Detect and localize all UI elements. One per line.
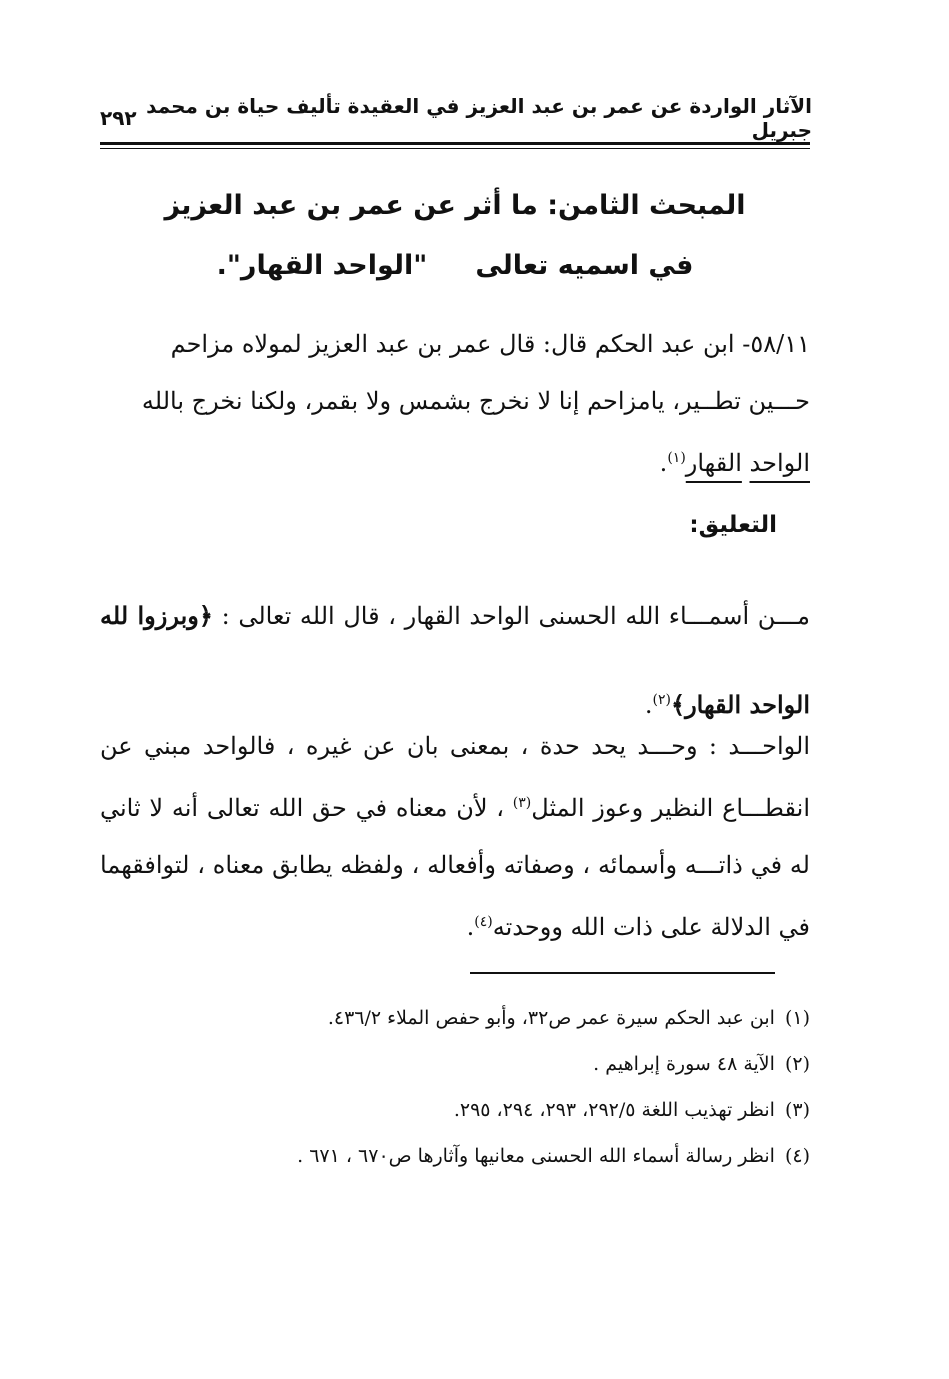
footnote-number: (٤) — [784, 1145, 810, 1167]
header-rule-thick — [100, 142, 810, 145]
footnote-number: (١) — [784, 1007, 810, 1029]
underlined-word-wahid: الواحد — [749, 449, 810, 477]
running-header — [100, 94, 812, 142]
header-rule-thin — [100, 148, 810, 149]
footnote-ref-1: (١) — [667, 450, 686, 466]
commentary-paragraph-2 — [100, 718, 810, 956]
athar-paragraph — [100, 316, 810, 492]
commentary-p2-text-2: ، لأن معناه في حق الله تعالى أنه لا ثاني له في ذاتـــه وأسمائه ، وصفاته وأفعاله ، ولفظه يطابق معناه ، لتوافقهما في الدلالة على ذات الله ووحدته — [100, 794, 810, 941]
footnote-text: الآية ٤٨ سورة إبراهيم . — [593, 1053, 775, 1075]
footnote-text: انظر تهذيب اللغة ٢٩٢/٥، ٢٩٣، ٢٩٤، ٢٩٥. — [453, 1099, 775, 1121]
footnote-ref-3: (٣) — [512, 795, 532, 811]
quran-verse: ﴿وبرزوا لله الواحد القهار﴾ — [100, 601, 810, 719]
footnote-ref-4: (٤) — [474, 914, 493, 930]
footnote-item — [120, 1041, 810, 1087]
underlined-word-qahhar: القهار — [685, 449, 742, 477]
footnote-text: ابن عبد الحكم سيرة عمر ص٣٢، وأبو حفص الملاء ٤٣٦/٢. — [327, 1007, 775, 1029]
athar-line-2: حـــين تطــير، يامزاحم إنا لا نخرج بشمس ولا بقمر، ولكنا نخرج بالله — [141, 387, 810, 415]
page-number: ٢٩٢ — [100, 106, 137, 130]
commentary-p2-text: الواحـــد : وحـــد يحد حدة ، بمعنى بان عن غيره ، فالواحد مبني عن انقطـــاع النظير وعوز المثل — [100, 732, 810, 822]
footnotes — [120, 995, 810, 1179]
commentary-p2-end: . — [466, 913, 475, 941]
footnote-text: انظر رسالة أسماء الله الحسنى معانيها وآثارها ص٦٧٠ ، ٦٧١ . — [297, 1145, 775, 1167]
footnote-separator — [470, 972, 775, 974]
commentary-p1-end: . — [644, 691, 653, 719]
footnote-item — [120, 995, 810, 1041]
section-title-part-a: في اسميه تعالى — [475, 250, 694, 281]
commentary-heading: التعليق: — [689, 512, 777, 538]
footnote-item — [120, 1133, 810, 1179]
footnote-number: (٢) — [784, 1053, 810, 1075]
header-title: الآثار الواردة عن عمر بن عبد العزيز في العقيدة تأليف حياة بن محمد جبريل — [146, 94, 812, 142]
section-title-line-2 — [150, 250, 760, 281]
footnote-item — [120, 1087, 810, 1133]
athar-line-3 — [100, 430, 810, 492]
section-title-line-1: المبحث الثامن: ما أثر عن عمر بن عبد العزيز — [164, 190, 746, 221]
commentary-p1-text: مـــن أسمـــاء الله الحسنى الواحد القهار ، قال الله تعالى : — [221, 602, 810, 630]
athar-end: . — [659, 449, 668, 477]
section-title-part-b: "الواحد القهار". — [216, 250, 428, 281]
footnote-ref-2: (٢) — [652, 692, 672, 708]
athar-line-1: ٥٨/١١- ابن عبد الحكم قال: قال عمر بن عبد العزيز لمولاه مزاحم — [170, 330, 810, 358]
footnote-number: (٣) — [784, 1099, 810, 1121]
